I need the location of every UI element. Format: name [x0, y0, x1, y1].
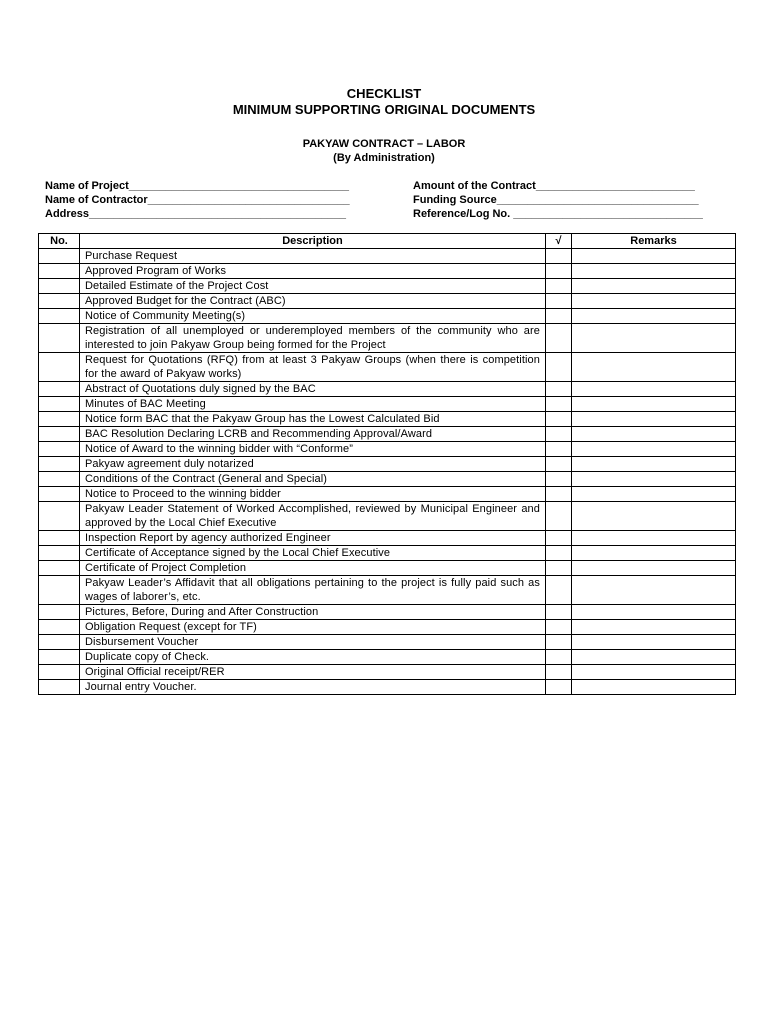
title-line-1: CHECKLIST: [346, 86, 422, 101]
row-check-cell[interactable]: [546, 472, 572, 487]
table-row: [39, 650, 736, 665]
row-description: Obligation Request (except for TF): [80, 620, 546, 635]
row-number-cell[interactable]: [39, 546, 80, 561]
row-description: Purchase Request: [80, 249, 546, 264]
table-header-row: [39, 234, 736, 249]
row-check-cell[interactable]: [546, 605, 572, 620]
table-row: [39, 487, 736, 502]
row-remarks-cell[interactable]: [572, 546, 736, 561]
row-remarks-cell[interactable]: [572, 620, 736, 635]
row-remarks-cell[interactable]: [572, 665, 736, 680]
row-remarks-cell[interactable]: [572, 382, 736, 397]
row-check-cell[interactable]: [546, 324, 572, 353]
row-description: Minutes of BAC Meeting: [80, 397, 546, 412]
row-description: Pakyaw agreement duly notarized: [80, 457, 546, 472]
row-remarks-cell[interactable]: [572, 635, 736, 650]
row-check-cell[interactable]: [546, 309, 572, 324]
row-description: Inspection Report by agency authorized Engineer: [80, 531, 546, 546]
field-funding-source: Funding Source_________________________________: [413, 194, 699, 206]
row-description: Pakyaw Leader’s Affidavit that all obligations pertaining to the project is fully paid such as wages of laborer’s, etc.: [80, 576, 546, 605]
row-remarks-cell[interactable]: [572, 457, 736, 472]
field-name-of-contractor: Name of Contractor_________________________________: [45, 194, 350, 206]
row-check-cell[interactable]: [546, 457, 572, 472]
row-number-cell[interactable]: [39, 324, 80, 353]
row-description: Detailed Estimate of the Project Cost: [80, 279, 546, 294]
row-description: Approved Program of Works: [80, 264, 546, 279]
row-check-cell[interactable]: [546, 279, 572, 294]
table-row: [39, 382, 736, 397]
row-description: Pictures, Before, During and After Construction: [80, 605, 546, 620]
row-remarks-cell[interactable]: [572, 427, 736, 442]
row-number-cell[interactable]: [39, 279, 80, 294]
table-row: [39, 457, 736, 472]
row-remarks-cell[interactable]: [572, 397, 736, 412]
field-address: Address__________________________________________: [45, 208, 346, 220]
row-description: Duplicate copy of Check.: [80, 650, 546, 665]
row-description: Pakyaw Leader Statement of Worked Accomplished, reviewed by Municipal Engineer and approved by the Local Chief Executive: [80, 502, 546, 531]
table-row: [39, 546, 736, 561]
row-number-cell[interactable]: [39, 605, 80, 620]
row-check-cell[interactable]: [546, 680, 572, 695]
table-row: [39, 635, 736, 650]
field-amount-of-contract: Amount of the Contract__________________________: [413, 180, 695, 192]
row-remarks-cell[interactable]: [572, 502, 736, 531]
row-number-cell[interactable]: [39, 531, 80, 546]
row-number-cell[interactable]: [39, 264, 80, 279]
row-check-cell[interactable]: [546, 264, 572, 279]
table-row: [39, 442, 736, 457]
title-line-2: MINIMUM SUPPORTING ORIGINAL DOCUMENTS: [232, 102, 536, 117]
row-number-cell[interactable]: [39, 294, 80, 309]
row-description: Journal entry Voucher.: [80, 680, 546, 695]
row-number-cell[interactable]: [39, 353, 80, 382]
row-remarks-cell[interactable]: [572, 264, 736, 279]
row-remarks-cell[interactable]: [572, 487, 736, 502]
row-description: Notice form BAC that the Pakyaw Group has the Lowest Calculated Bid: [80, 412, 546, 427]
row-description: Disbursement Voucher: [80, 635, 546, 650]
table-row: [39, 472, 736, 487]
row-number-cell[interactable]: [39, 309, 80, 324]
row-remarks-cell[interactable]: [572, 309, 736, 324]
row-check-cell[interactable]: [546, 382, 572, 397]
table-row: [39, 561, 736, 576]
row-description: Abstract of Quotations duly signed by the BAC: [80, 382, 546, 397]
row-description: Notice of Community Meeting(s): [80, 309, 546, 324]
fields-left: [45, 179, 385, 221]
document-subtitle: [0, 137, 768, 165]
row-check-cell[interactable]: [546, 412, 572, 427]
row-remarks-cell[interactable]: [572, 472, 736, 487]
table-row: [39, 279, 736, 294]
row-number-cell[interactable]: [39, 412, 80, 427]
row-check-cell[interactable]: [546, 531, 572, 546]
row-number-cell[interactable]: [39, 487, 80, 502]
row-number-cell[interactable]: [39, 472, 80, 487]
row-description: Approved Budget for the Contract (ABC): [80, 294, 546, 309]
table-row: [39, 680, 736, 695]
row-check-cell[interactable]: [546, 635, 572, 650]
row-number-cell[interactable]: [39, 635, 80, 650]
row-check-cell[interactable]: [546, 561, 572, 576]
row-description: Original Official receipt/RER: [80, 665, 546, 680]
table-row: [39, 309, 736, 324]
checklist-table: [38, 233, 736, 695]
row-remarks-cell[interactable]: [572, 279, 736, 294]
row-check-cell[interactable]: [546, 665, 572, 680]
header-check: √: [546, 234, 572, 249]
table-row: [39, 397, 736, 412]
header-remarks: Remarks: [572, 234, 736, 249]
row-check-cell[interactable]: [546, 546, 572, 561]
document-title: [0, 86, 768, 118]
row-check-cell[interactable]: [546, 576, 572, 605]
fields-right: [413, 179, 723, 221]
checklist-body: [39, 249, 736, 695]
row-description: Certificate of Acceptance signed by the Local Chief Executive: [80, 546, 546, 561]
row-description: Request for Quotations (RFQ) from at least 3 Pakyaw Groups (when there is competition for the award of Pakyaw works): [80, 353, 546, 382]
row-description: Notice to Proceed to the winning bidder: [80, 487, 546, 502]
row-remarks-cell[interactable]: [572, 680, 736, 695]
table-row: [39, 531, 736, 546]
subtitle-line-1: PAKYAW CONTRACT – LABOR: [302, 138, 466, 150]
row-number-cell[interactable]: [39, 680, 80, 695]
row-description: BAC Resolution Declaring LCRB and Recommending Approval/Award: [80, 427, 546, 442]
header-description: Description: [80, 234, 546, 249]
row-check-cell[interactable]: [546, 487, 572, 502]
row-remarks-cell[interactable]: [572, 650, 736, 665]
row-check-cell[interactable]: [546, 249, 572, 264]
row-number-cell[interactable]: [39, 397, 80, 412]
table-row: [39, 427, 736, 442]
table-row: [39, 249, 736, 264]
row-number-cell[interactable]: [39, 249, 80, 264]
row-description: Notice of Award to the winning bidder with “Conforme”: [80, 442, 546, 457]
row-number-cell[interactable]: [39, 427, 80, 442]
row-number-cell[interactable]: [39, 665, 80, 680]
row-number-cell[interactable]: [39, 457, 80, 472]
row-check-cell[interactable]: [546, 620, 572, 635]
row-description: Conditions of the Contract (General and Special): [80, 472, 546, 487]
row-remarks-cell[interactable]: [572, 561, 736, 576]
row-remarks-cell[interactable]: [572, 576, 736, 605]
header-no: No.: [39, 234, 80, 249]
row-description: Registration of all unemployed or underemployed members of the community who are interested to join Pakyaw Group being formed for the Project: [80, 324, 546, 353]
row-number-cell[interactable]: [39, 442, 80, 457]
row-check-cell[interactable]: [546, 353, 572, 382]
row-number-cell[interactable]: [39, 382, 80, 397]
row-remarks-cell[interactable]: [572, 324, 736, 353]
row-number-cell[interactable]: [39, 650, 80, 665]
row-check-cell[interactable]: [546, 502, 572, 531]
row-remarks-cell[interactable]: [572, 531, 736, 546]
row-check-cell[interactable]: [546, 650, 572, 665]
row-check-cell[interactable]: [546, 294, 572, 309]
table-row: [39, 412, 736, 427]
row-remarks-cell[interactable]: [572, 353, 736, 382]
table-row: [39, 264, 736, 279]
row-remarks-cell[interactable]: [572, 605, 736, 620]
row-remarks-cell[interactable]: [572, 294, 736, 309]
table-row: [39, 665, 736, 680]
table-row: [39, 502, 736, 531]
row-number-cell[interactable]: [39, 502, 80, 531]
row-check-cell[interactable]: [546, 427, 572, 442]
row-description: Certificate of Project Completion: [80, 561, 546, 576]
field-reference-log-no: Reference/Log No. _______________________________: [413, 208, 703, 220]
table-row: [39, 576, 736, 605]
row-remarks-cell[interactable]: [572, 442, 736, 457]
table-row: [39, 605, 736, 620]
table-row: [39, 324, 736, 353]
row-number-cell[interactable]: [39, 576, 80, 605]
table-row: [39, 353, 736, 382]
row-remarks-cell[interactable]: [572, 249, 736, 264]
row-remarks-cell[interactable]: [572, 412, 736, 427]
table-row: [39, 620, 736, 635]
table-row: [39, 294, 736, 309]
row-check-cell[interactable]: [546, 442, 572, 457]
subtitle-line-2: (By Administration): [333, 152, 435, 164]
row-check-cell[interactable]: [546, 397, 572, 412]
field-name-of-project: Name of Project____________________________________: [45, 180, 349, 192]
row-number-cell[interactable]: [39, 620, 80, 635]
row-number-cell[interactable]: [39, 561, 80, 576]
